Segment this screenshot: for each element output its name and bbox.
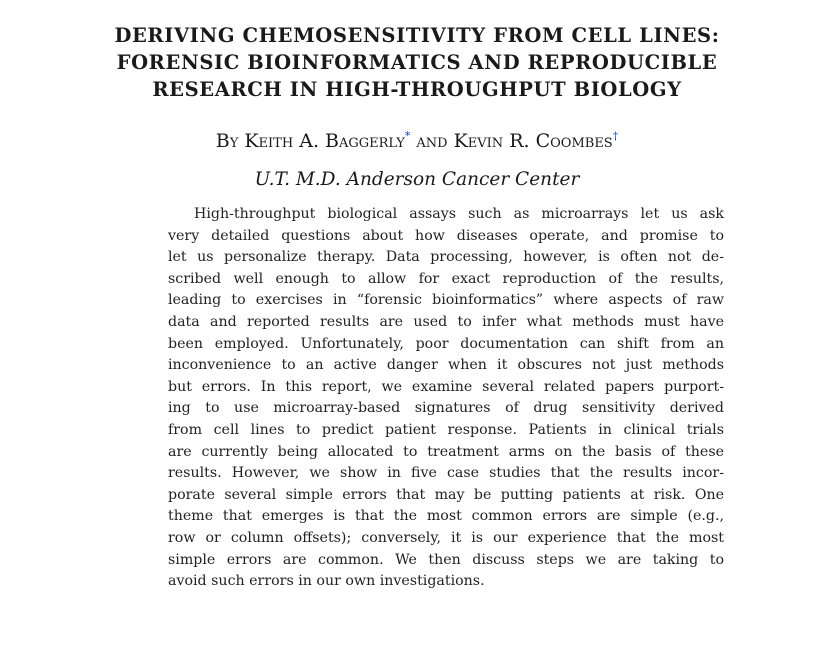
abstract-line: High-throughput biological assays such as microarrays let us ask (194, 206, 724, 222)
author-name: Kevin R. Coombes (453, 130, 613, 152)
abstract-line: simple errors are common. We then discuss steps we are taking to (168, 551, 724, 568)
author-byline (60, 128, 774, 154)
byline-by: By (215, 130, 239, 152)
abstract-line: row or column offsets); conversely, it is our experience that the most (168, 529, 724, 546)
title-line: RESEARCH IN HIGH-THROUGHPUT BIOLOGY (152, 78, 682, 101)
title-line: DERIVING CHEMOSENSITIVITY FROM CELL LINES: (114, 24, 720, 47)
byline-and: and (416, 130, 448, 152)
abstract-line: very detailed questions about how diseases operate, and promise to (168, 227, 724, 244)
abstract-line: theme that emerges is that the most common errors are simple (e.g., (168, 508, 724, 525)
author-affiliation: U.T. M.D. Anderson Cancer Center (254, 169, 580, 190)
author-footnote-mark[interactable]: * (404, 129, 411, 143)
abstract-line: results. However, we show in five case studies that the results incor- (168, 465, 724, 482)
author-name: Keith A. Baggerly (244, 130, 405, 152)
abstract-line: from cell lines to predict patient response. Patients in clinical trials (168, 421, 724, 438)
abstract-line: are currently being allocated to treatment arms on the basis of these (168, 443, 724, 460)
abstract-line: but errors. In this report, we examine several related papers purport- (168, 378, 724, 395)
abstract-line: avoid such errors in our own investigations. (168, 573, 485, 590)
abstract (168, 204, 724, 593)
abstract-line: scribed well enough to allow for exact reproduction of the results, (168, 270, 724, 287)
abstract-line: porate several simple errors that may be putting patients at risk. One (168, 486, 724, 503)
abstract-line: inconvenience to an active danger when it obscures not just methods (168, 357, 724, 374)
abstract-line: leading to exercises in “forensic bioinformatics” where aspects of raw (168, 292, 724, 309)
author-footnote-mark[interactable]: † (612, 129, 619, 143)
abstract-line: data and reported results are used to infer what methods must have (168, 313, 724, 330)
title-line: FORENSIC BIOINFORMATICS AND REPRODUCIBLE (116, 51, 718, 74)
paper-title (60, 22, 774, 103)
abstract-line: been employed. Unfortunately, poor documentation can shift from an (168, 335, 724, 352)
abstract-line: let us personalize therapy. Data processing, however, is often not de- (168, 249, 724, 266)
abstract-line: ing to use microarray-based signatures of drug sensitivity derived (168, 400, 724, 417)
